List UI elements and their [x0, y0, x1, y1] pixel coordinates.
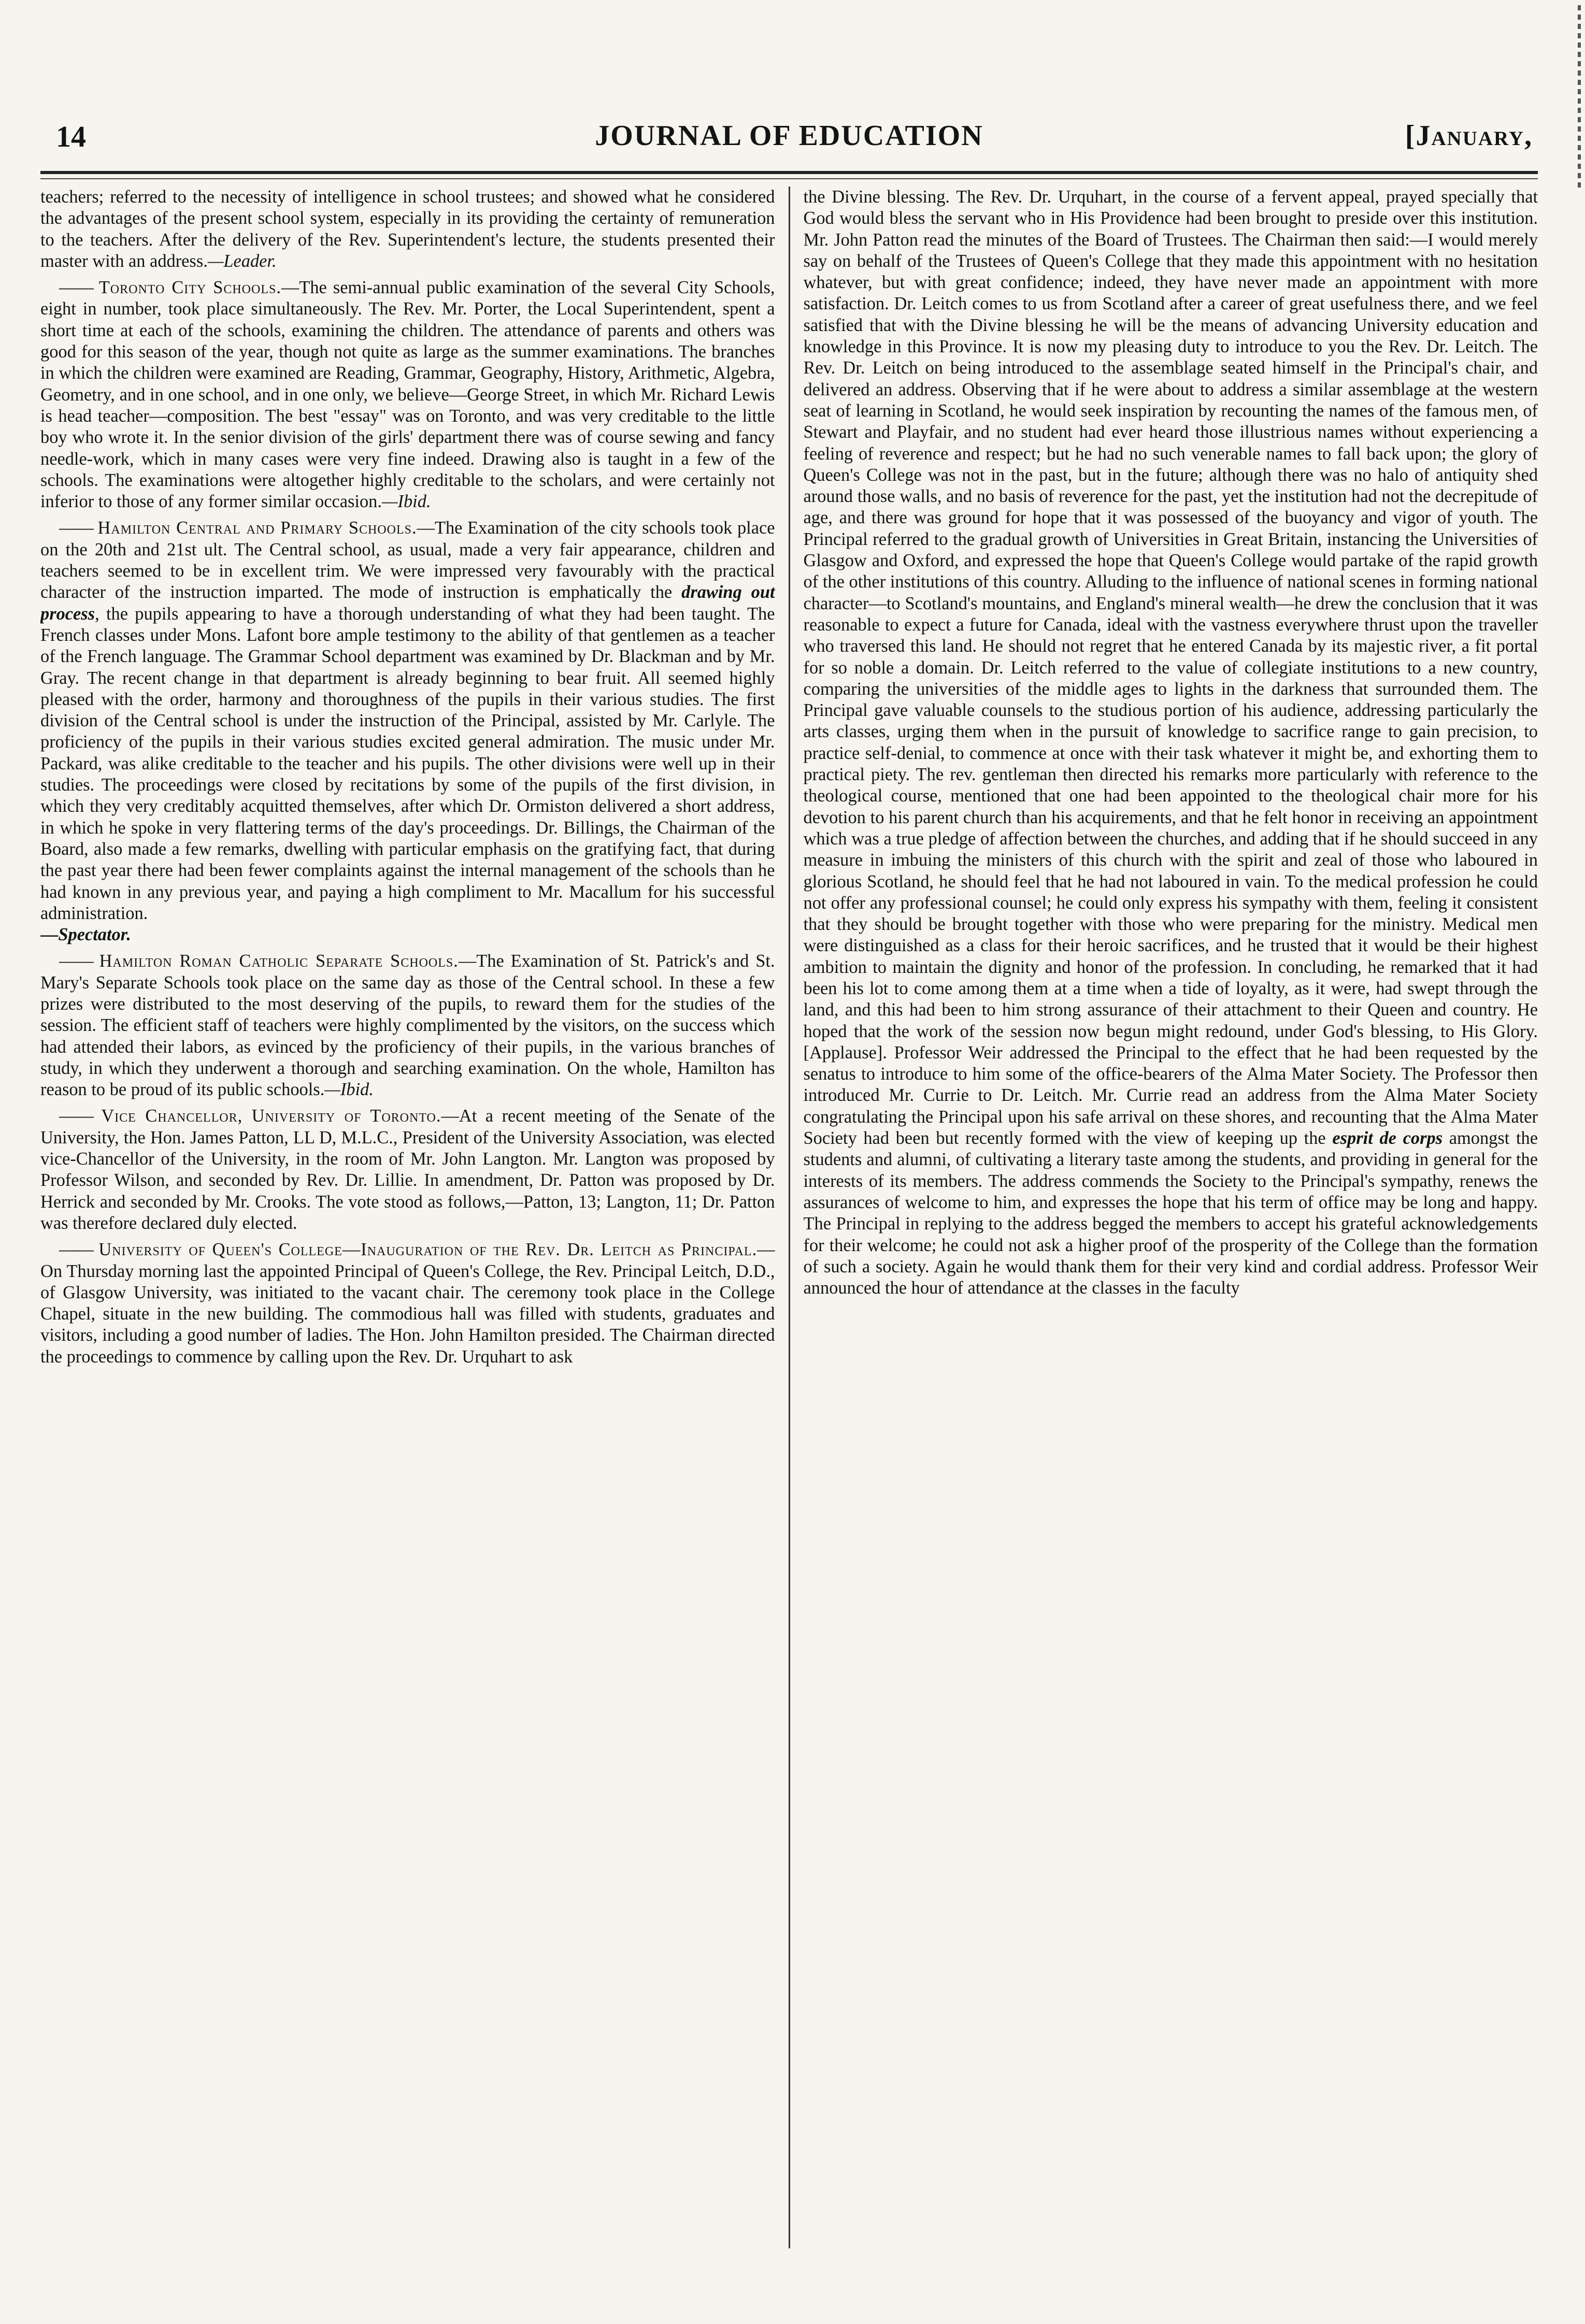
section-heading: University of Queen's College—Inauguration of the Rev. Dr. Leitch as Principal.	[98, 1240, 758, 1260]
section-heading: Vice Chancellor, University of Toronto.	[101, 1106, 441, 1126]
header-rule-thick	[40, 171, 1538, 174]
paragraph-text: , the pupils appearing to have a thorough understanding of what they had been taught. The French classes under Mons. Lafont bore ample testimony to the ability of that gentlemen as a teacher of the French language. The Grammar School department was examined by Dr. Blackman and by Mr. Gray. The recent change in that department is already beginning to bear fruit. All seemed highly pleased with the order, harmony and thoroughness of the pupils in their various studies. The first division of the Central school is under the instruction of the Principal, assisted by Mr. Carlyle. The proficiency of the pupils in their various studies excited general admiration. The music under Mr. Packard, was alike creditable to the teacher and his pupils. The other divisions were well up in their studies. The proceedings were closed by recitations by some of the pupils of the first division, in which they very creditably acquitted themselves, after which Dr. Ormiston delivered a short address, in which he spoke in very flattering terms of the day's proceedings. Dr. Billings, the Chairman of the Board, also made a few remarks, dwelling with particular emphasis on the gratifying fact, that during the past year there had been fewer complaints against the internal management of the schools than he had known in any previous year, and paying a high compliment to Mr. Macallum for his successful administration.	[40, 604, 775, 923]
page-number: 14	[56, 120, 86, 153]
section-heading: Hamilton Roman Catholic Separate Schools.	[99, 951, 459, 971]
paragraph-text: —The Examination of the city schools took place on the 20th and 21st ult. The Central school, as usual, made a very fair appearance, children and teachers seemed to be in excellent trim. We were impressed very favourably with the practical character of the instruction imparted. The mode of instruction is emphatically the	[40, 518, 775, 602]
article-hamilton-central-schools	[40, 518, 775, 945]
page	[40, 114, 1538, 2290]
paragraph-text: —At a recent meeting of the Senate of the University, the Hon. James Patton, LL D, M.L.C., President of the University Association, was elected vice-Chancellor of the University, in the room of Mr. John Langton. Mr. Langton was proposed by Professor Wilson, and seconded by Rev. Dr. Lillie. In amendment, Dr. Patton was proposed by Dr. Herrick and seconded by Mr. Crooks. The vote stood as follows,—Patton, 13; Langton, 11; Dr. Patton was therefore declared duly elected.	[40, 1106, 775, 1233]
paragraph-text: teachers; referred to the necessity of intelligence in school trustees; and showed what he considered the advantages of the present school system, especially in its providing the certainty of remuneration to the teachers. After the delivery of the Rev. Superintendent's lecture, the students presented their master with an address.	[40, 187, 775, 271]
source-credit: —Leader.	[207, 251, 277, 271]
source-credit: —Ibid.	[324, 1080, 374, 1100]
text-columns	[40, 187, 1538, 2248]
source-credit: —Ibid.	[381, 492, 431, 512]
left-column	[40, 187, 789, 2248]
article-continuation	[804, 187, 1538, 1299]
section-dash: ——	[59, 518, 93, 538]
paragraph-text: —On Thursday morning last the appointed Principal of Queen's College, the Rev. Principal Leitch, D.D., of Glasgow University, was initiated to the vacant chair. The ceremony took place in the College Chapel, situate in the new building. The commodious hall was filled with students, graduates and visitors, including a good number of ladies. The Hon. John Hamilton presided. The Chairman directed the proceedings to commence by calling upon the Rev. Dr. Urquhart to ask	[40, 1240, 775, 1367]
paragraph-text: amongst the students and alumni, of cultivating a literary taste among the students, and providing in general for the interests of its members. The address commends the Society to the Principal's sympathy, renews the assurances of welcome to him, and expresses the hope that his term of office may be long and happy. The Principal in replying to the address begged the members to accept his grateful acknowledgements for their welcome; he could not ask a higher proof of the prosperity of the College than the formation of such a society. Again he would thank them for their very kind and cordial address. Professor Weir announced the hour of attendance at the classes in the faculty	[803, 1128, 1538, 1298]
article-vice-chancellor	[40, 1106, 775, 1234]
paragraph-text: —The semi-annual public examination of the several City Schools, eight in number, took place simultaneously. The Rev. Mr. Porter, the Local Superintendent, spent a short time at each of the schools, examining the children. The attendance of parents and others was good for this season of the year, though not quite as large as the summer examinations. The branches in which the children were examined are Reading, Grammar, Geography, History, Arithmetic, Algebra, Geometry, and in one school, and in one only, we believe—George Street, in which Mr. Richard Lewis is head teacher—composition. The best "essay" was on Toronto, and was very creditable to the little boy who wrote it. In the senior division of the girls' department there was of course sewing and fancy needle-work, which in many cases were very fine indeed. Drawing also is taught in a few of the schools. The examinations were altogether highly creditable to the scholars, and were certainly not inferior to those of any former similar occasion.	[40, 278, 775, 512]
section-dash: ——	[59, 278, 93, 298]
article-queens-college	[40, 1239, 775, 1368]
paragraph-text: —The Examination of St. Patrick's and St. Mary's Separate Schools took place on the same day as those of the Central school. In these a few prizes were distributed to the most deserving of the pupils, to reward them for the studies of the session. The efficient staff of teachers were highly complimented by the visitors, on the success which had attended their labors, as evinced by the proficiency of their pupils, in the various branches of study, in which they underwent a thorough and searching examination. On the whole, Hamilton has reason to be proud of its public schools.	[40, 951, 775, 1100]
section-dash: ——	[59, 1240, 93, 1260]
section-heading: Toronto City Schools.	[98, 278, 281, 298]
header-rule-thin	[40, 178, 1538, 179]
running-header	[40, 114, 1538, 155]
section-heading: Hamilton Central and Primary Schools.	[97, 518, 417, 538]
emphasis-text: esprit de corps	[1332, 1128, 1443, 1149]
article-hamilton-separate-schools	[40, 951, 775, 1100]
paragraph-text: the Divine blessing. The Rev. Dr. Urquhart, in the course of a fervent appeal, prayed specially that God would bless the servant who in His Providence had been brought to preside over this institution. Mr. John Patton read the minutes of the Board of Trustees. The Chairman then said:—I would merely say on behalf of the Trustees of Queen's College that they made this appointment with no hesitation whatever, but with great confidence; indeed, they have never made an appointment with more satisfaction. Dr. Leitch comes to us from Scotland after a career of great usefulness there, and we feel satisfied that with the Divine blessing he will be the means of advancing University education and knowledge in this Province. It is now my pleasing duty to introduce to you the Rev. Dr. Leitch. The Rev. Dr. Leitch on being introduced to the assemblage seated himself in the Principal's chair, and delivered an address. Observing that if he were about to address a similar assemblage at the western seat of learning in Scotland, he would seek inspiration by recounting the names of the famous men, of Stewart and Playfair, and no student had ever heard those illustrious names without experiencing a feeling of reverence and respect; but he had no such venerable names to fall back upon; the glory of Queen's College was not in the past, but in the future; although there was no halo of antiquity shed around those walls, and no basis of reverence for the past, yet the institution had not the decrepitude of age, and there was ground for hope that it was possessed of the buoyancy and vigor of youth. The Principal referred to the gradual growth of Universities in Great Britain, instancing the Universities of Glasgow and Oxford, and expressed the hope that Queen's College would partake of the rapid growth of the other institutions of this country. Alluding to the influence of national scenes in forming national character—to Scotland's mountains, and England's mineral wealth—he drew the conclusion that it was reasonable to expect a future for Canada, ideal with the vastness everywhere thrust upon the traveller who traversed this land. He should not regret that he entered Canada by its majestic river, a fit portal for so noble a domain. Dr. Leitch referred to the value of collegiate institutions to a new country, comparing the universities of the middle ages to lights in the darkness that surrounded them. The Principal gave valuable counsels to the studious portion of his audience, addressing particularly the arts classes, urging them when in the pursuit of knowledge to sacrifice range to gain precision, to practice self-denial, to commence at once with their task whatever it might be, and exhorting them to practical piety. The rev. gentleman then directed his remarks more particularly with reference to the theological course, mentioned that one had been appointed to the theological chair more for his devotion to his parent church than his acquirements, and that he felt honor in receiving an appointment which was a true pledge of affection between the churches, and adding that if he should succeed in any measure in imbuing the ministers of this church with the spirit and zeal of those who laboured in glorious Scotland, he should feel that he had not laboured in vain. To the medical profession he could not offer any professional counsel; he could only express his sympathy with them, feeling it consistent that they should be brought together with those who were preparing for the ministry. Medical men were distinguished as a class for their heroic sacrifices, and he trusted that it would be their highest ambition to maintain the dignity and honor of the profession. In concluding, he remarked that it had been his lot to come among them at a time when a tide of loyalty, as it were, had swept through the land, and this had been to him strong assurance of their attachment to their Queen and country. He hoped that the work of the session now begun might redound, under God's blessing, to His Glory. [Applause]. Professor Weir addressed the Principal to the effect that he had been requested by the senatus to introduce to him some of the office-bearers of the Alma Mater Society. The Professor then introduced Mr. Currie to Dr. Leitch. Mr. Currie read an address from the Alma Mater Society congratulating the Principal upon his safe arrival on these shores, and recounting that the Alma Mater Society had been but recently formed with the view of keeping up the	[803, 187, 1538, 1149]
section-dash: ——	[59, 1106, 93, 1126]
article-toronto-city-schools	[40, 277, 775, 512]
article-paragraph	[40, 187, 775, 272]
issue-month: [January,	[1405, 120, 1533, 152]
binding-edge-mark	[1578, 5, 1581, 192]
emphasis-text: drawing out process	[40, 582, 775, 624]
source-credit: —Spectator.	[40, 925, 131, 945]
right-column	[790, 187, 1538, 2248]
section-dash: ——	[59, 951, 93, 971]
journal-title: JOURNAL OF EDUCATION	[595, 120, 983, 152]
